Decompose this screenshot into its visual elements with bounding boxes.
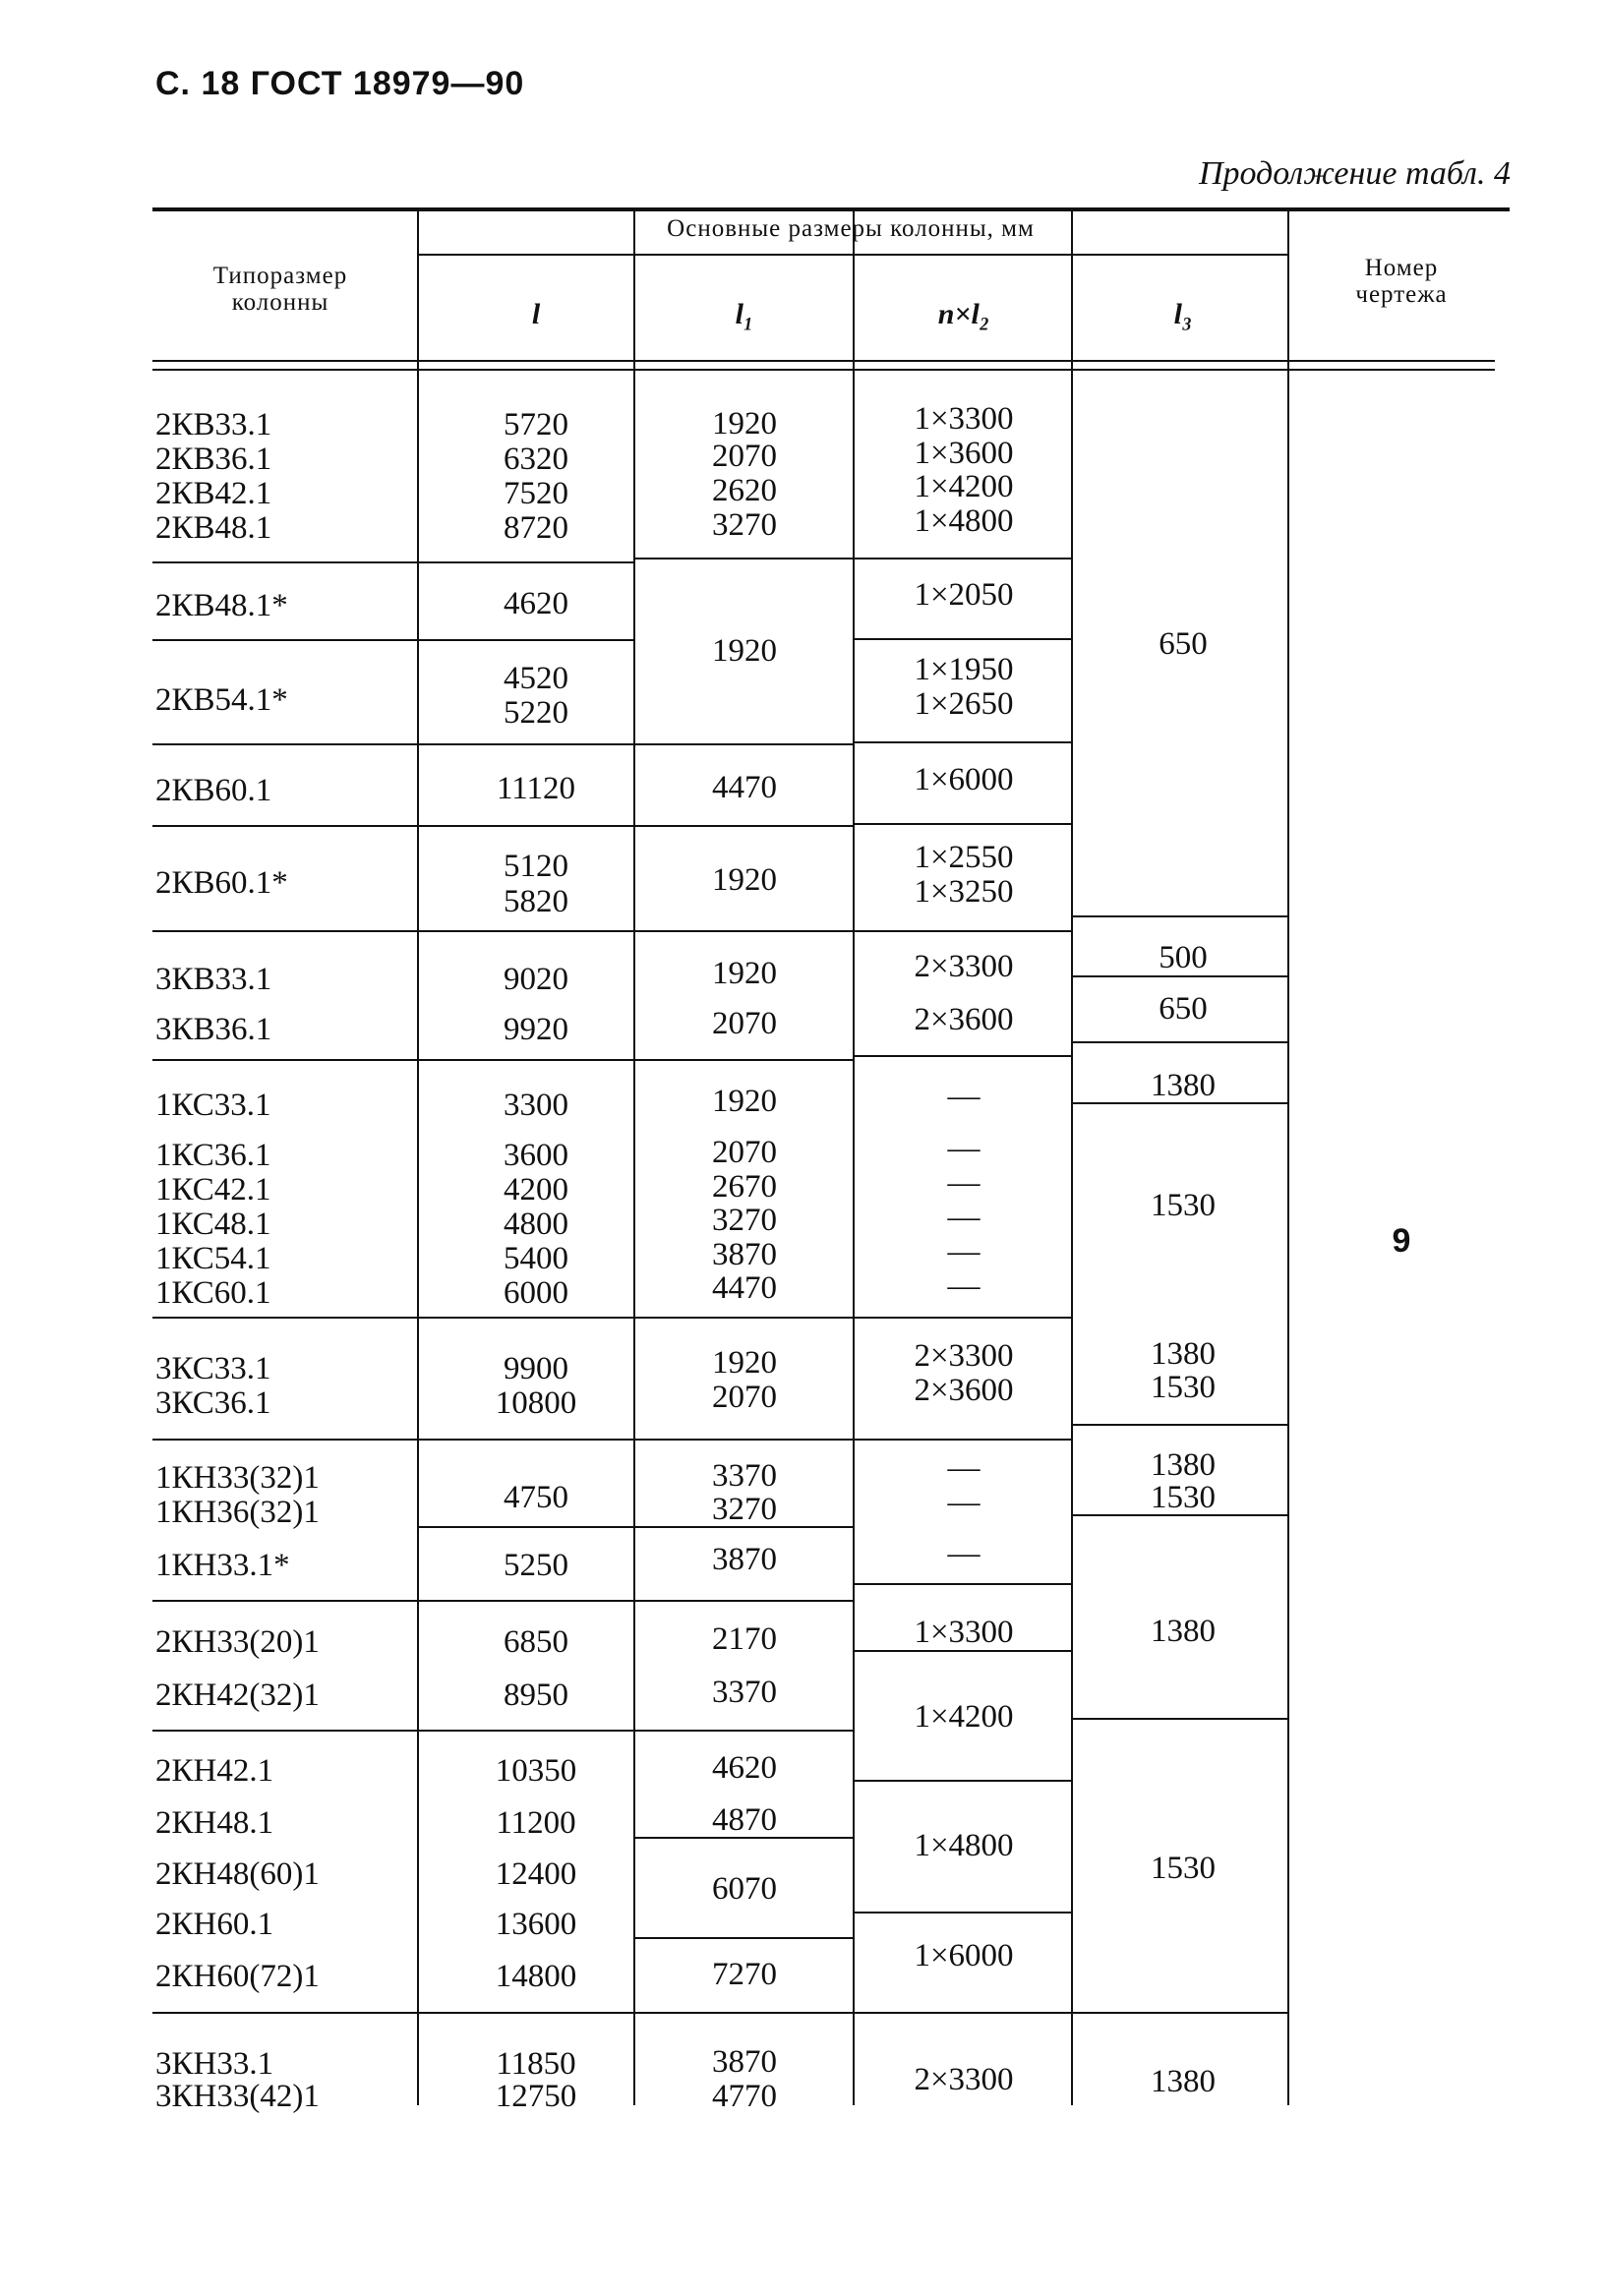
cell-type: 2КН33(20)1 xyxy=(155,1624,320,1660)
cell-l3: 1380 xyxy=(1151,1336,1216,1372)
cell-nl2: — xyxy=(947,1079,981,1114)
cell-l: 10800 xyxy=(495,1385,577,1421)
cell-l3: 1380 xyxy=(1151,1068,1216,1103)
cell-l1: 2620 xyxy=(712,473,777,508)
cell-type: 2КН48.1 xyxy=(155,1805,274,1841)
cell-nl2: — xyxy=(947,1131,981,1166)
cell-l: 6850 xyxy=(504,1624,568,1660)
cell-type: 1КС48.1 xyxy=(155,1207,271,1242)
cell-nl2: 1×3250 xyxy=(914,874,1014,910)
cell-nl2: — xyxy=(947,1485,981,1520)
cell-type: 3КВ36.1 xyxy=(155,1012,272,1047)
cell-l: 9900 xyxy=(504,1351,568,1386)
cell-nl2: 1×4800 xyxy=(914,503,1014,539)
cell-l: 8950 xyxy=(504,1678,568,1713)
cell-l3: 650 xyxy=(1159,626,1208,662)
cell-l: 13600 xyxy=(495,1907,577,1942)
cell-nl2: 1×2050 xyxy=(914,577,1014,613)
cell-l: 3300 xyxy=(504,1088,568,1123)
cell-l3: 1530 xyxy=(1151,1370,1216,1405)
cell-l1: 4620 xyxy=(712,1750,777,1786)
cell-l3: 1380 xyxy=(1151,2064,1216,2099)
cell-nl2: 1×3600 xyxy=(914,436,1014,471)
cell-l: 7520 xyxy=(504,476,568,511)
cell-nl2: 2×3300 xyxy=(914,1338,1014,1374)
cell-l: 11850 xyxy=(496,2046,576,2082)
cell-l1: 3870 xyxy=(712,1542,777,1577)
cell-type: 3КВ33.1 xyxy=(155,962,272,997)
cell-type: 2КВ36.1 xyxy=(155,442,272,477)
cell-type: 2КН60.1 xyxy=(155,1907,274,1942)
cell-type: 2КВ48.1 xyxy=(155,510,272,546)
type-header-line1: Типоразмер xyxy=(212,263,348,289)
cell-l: 6320 xyxy=(504,442,568,477)
cell-nl2: — xyxy=(947,1200,981,1235)
cell-l1: 3370 xyxy=(712,1675,777,1710)
header-l: l xyxy=(531,298,541,330)
cell-nl2: 2×3600 xyxy=(914,1373,1014,1408)
cell-l: 4620 xyxy=(504,586,568,621)
cell-l: 11120 xyxy=(496,771,576,806)
cell-type: 2КН48(60)1 xyxy=(155,1856,320,1892)
cell-type: 2КН42(32)1 xyxy=(155,1678,320,1713)
cell-l1: 3870 xyxy=(712,2044,777,2080)
cell-type: 3КН33.1 xyxy=(155,2046,274,2082)
cell-l1: 2670 xyxy=(712,1169,777,1205)
table-rules xyxy=(152,209,1510,2105)
cell-l3: 1380 xyxy=(1151,1447,1216,1483)
cell-type: 1КС42.1 xyxy=(155,1172,271,1207)
cell-type: 3КН33(42)1 xyxy=(155,2079,320,2114)
cell-nl2: — xyxy=(947,1268,981,1304)
cell-type: 2КН42.1 xyxy=(155,1753,274,1789)
cell-l3: 650 xyxy=(1159,991,1208,1027)
cell-l: 3600 xyxy=(504,1138,568,1173)
table-continuation-label: Продолжение табл. 4 xyxy=(1198,155,1511,192)
cell-drawing-number: 9 xyxy=(1392,1222,1411,1260)
cell-l1: 3870 xyxy=(712,1237,777,1272)
cell-l: 4200 xyxy=(504,1172,568,1207)
cell-l1: 4770 xyxy=(712,2079,777,2114)
cell-l: 5250 xyxy=(504,1548,568,1583)
cell-nl2: 1×6000 xyxy=(914,762,1014,797)
cell-l: 4800 xyxy=(504,1207,568,1242)
header-l1: l₁ xyxy=(735,298,754,330)
cell-l1: 3270 xyxy=(712,1492,777,1527)
cell-nl2: 1×4800 xyxy=(914,1828,1014,1863)
cell-type: 1КН36(32)1 xyxy=(155,1495,320,1530)
cell-l: 4520 xyxy=(504,661,568,696)
cell-type: 1КС54.1 xyxy=(155,1241,271,1276)
cell-l1: 7270 xyxy=(712,1957,777,1992)
cell-l1: 2070 xyxy=(712,1135,777,1170)
cell-nl2: 1×6000 xyxy=(914,1938,1014,1973)
cell-l: 5400 xyxy=(504,1241,568,1276)
cell-l1: 1920 xyxy=(712,862,777,898)
cell-l: 8720 xyxy=(504,510,568,546)
cell-l: 9920 xyxy=(504,1012,568,1047)
cell-l1: 1920 xyxy=(712,956,777,991)
cell-l1: 6070 xyxy=(712,1871,777,1907)
cell-l1: 4470 xyxy=(712,1270,777,1306)
cell-nl2: 1×2550 xyxy=(914,840,1014,875)
table-cells xyxy=(155,215,1448,2114)
cell-l1: 4470 xyxy=(712,770,777,805)
cell-l: 10350 xyxy=(495,1753,577,1789)
group-header: Основные размеры колонны, мм xyxy=(667,215,1035,242)
cell-l: 5220 xyxy=(504,695,568,731)
cell-nl2: 1×2650 xyxy=(914,686,1014,722)
cell-nl2: 2×3600 xyxy=(914,1002,1014,1037)
cell-l1: 1920 xyxy=(712,406,777,442)
cell-nl2: — xyxy=(947,1450,981,1486)
cell-l1: 2170 xyxy=(712,1621,777,1657)
cell-type: 1КН33.1* xyxy=(155,1548,290,1583)
cell-l1: 4870 xyxy=(712,1802,777,1838)
cell-l3: 500 xyxy=(1159,940,1208,975)
page-header: С. 18 ГОСТ 18979—90 xyxy=(155,65,525,102)
cell-l: 5120 xyxy=(504,849,568,884)
cell-l1: 3370 xyxy=(712,1458,777,1494)
cell-l: 12400 xyxy=(495,1856,577,1892)
cell-l1: 3270 xyxy=(712,507,777,543)
cell-nl2: 1×4200 xyxy=(914,1699,1014,1735)
cell-type: 3КС33.1 xyxy=(155,1351,271,1386)
cell-l: 11200 xyxy=(496,1805,576,1841)
cell-type: 2КВ48.1* xyxy=(155,588,288,623)
cell-l3: 1380 xyxy=(1151,1614,1216,1649)
cell-l: 6000 xyxy=(504,1275,568,1311)
header-nl2: n×l₂ xyxy=(937,298,990,330)
cell-l: 14800 xyxy=(495,1959,577,1994)
cell-l3: 1530 xyxy=(1151,1851,1216,1886)
cell-type: 2КВ60.1 xyxy=(155,773,272,808)
cell-l1: 2070 xyxy=(712,439,777,474)
cell-type: 2КВ60.1* xyxy=(155,865,288,901)
cell-type: 2КВ33.1 xyxy=(155,407,272,442)
cell-type: 1КС60.1 xyxy=(155,1275,271,1311)
cell-l: 5820 xyxy=(504,884,568,919)
cell-nl2: 1×1950 xyxy=(914,652,1014,687)
cell-l1: 1920 xyxy=(712,1345,777,1381)
cell-l: 4750 xyxy=(504,1480,568,1515)
cell-l1: 1920 xyxy=(712,1084,777,1119)
cell-type: 3КС36.1 xyxy=(155,1385,271,1421)
cell-l1: 2070 xyxy=(712,1006,777,1041)
drawing-header-line2: чертежа xyxy=(1355,281,1448,308)
cell-nl2: 2×3300 xyxy=(914,2062,1014,2097)
cell-nl2: — xyxy=(947,1234,981,1269)
type-header-line2: колонны xyxy=(231,289,329,316)
cell-nl2: — xyxy=(947,1536,981,1571)
cell-l1: 2070 xyxy=(712,1380,777,1415)
cell-type: 1КС36.1 xyxy=(155,1138,271,1173)
cell-nl2: 1×3300 xyxy=(914,1615,1014,1650)
cell-l1: 1920 xyxy=(712,633,777,669)
cell-l3: 1530 xyxy=(1151,1480,1216,1515)
cell-type: 2КВ42.1 xyxy=(155,476,272,511)
cell-nl2: 2×3300 xyxy=(914,949,1014,984)
cell-type: 1КН33(32)1 xyxy=(155,1460,320,1496)
cell-l1: 3270 xyxy=(712,1203,777,1238)
cell-nl2: — xyxy=(947,1165,981,1201)
cell-type: 1КС33.1 xyxy=(155,1088,271,1123)
cell-type: 2КВ54.1* xyxy=(155,682,288,718)
cell-type: 2КН60(72)1 xyxy=(155,1959,320,1994)
header-l3: l₃ xyxy=(1173,298,1193,330)
cell-nl2: 1×4200 xyxy=(914,469,1014,504)
cell-l: 5720 xyxy=(504,407,568,442)
cell-l3: 1530 xyxy=(1151,1188,1216,1223)
cell-l: 9020 xyxy=(504,962,568,997)
cell-nl2: 1×3300 xyxy=(914,401,1014,437)
cell-l: 12750 xyxy=(495,2079,577,2114)
drawing-header-line1: Номер xyxy=(1364,255,1439,281)
